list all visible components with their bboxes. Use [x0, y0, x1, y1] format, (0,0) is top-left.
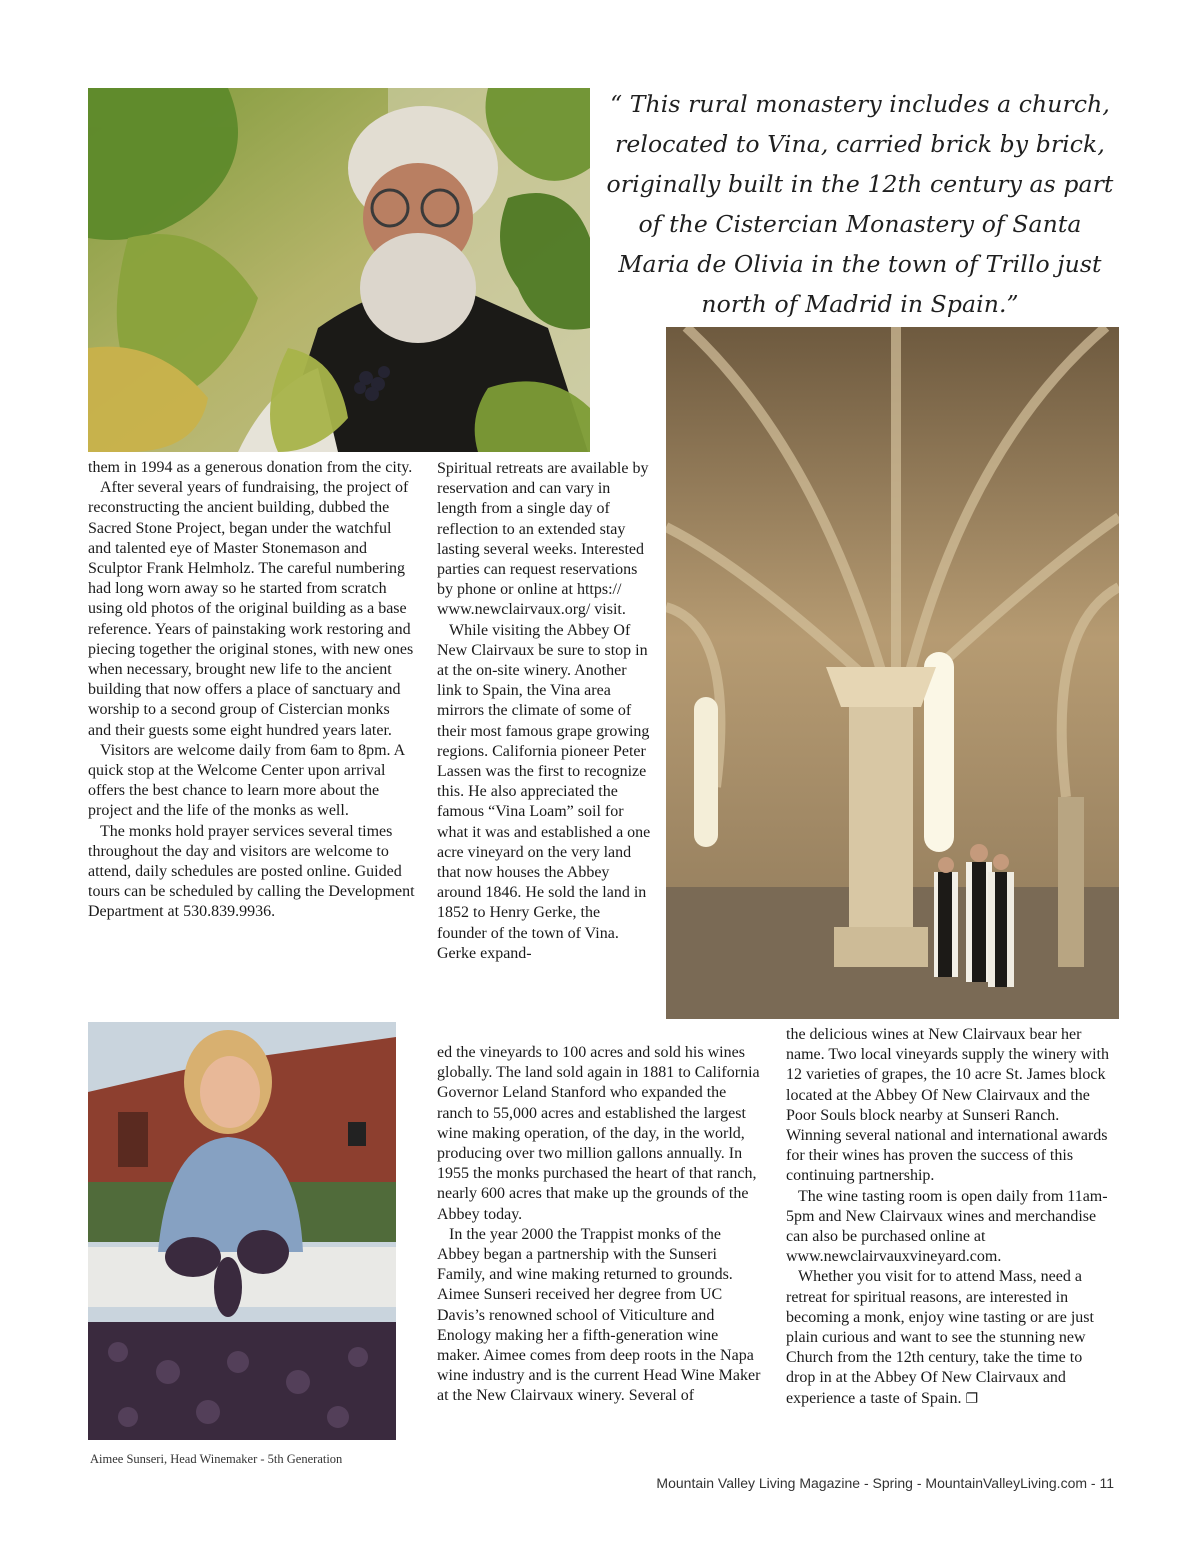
- paragraph: After several years of fundraising, the project of reconstructing the ancient building, dubbed the Sacred Stone Project, began under the watchful and talented eye of Master Stonemason and Sculptor Frank Helmholz. The careful numbering had long worn away so he started from scratch using old photos of the original building as a base reference. Years of painstaking work restoring and piecing together the original stones, with new ones when necessary, brought new life to the ancient building that now offers a place of sanctuary and worship to a second group of Cistercian monks and their guests some eight hundred years later.: [88, 479, 414, 739]
- paragraph: the delicious wines at New Clairvaux bear her name. Two local vineyards supply the winery with 12 varieties of grapes, the 10 acre St. James block located at the Abbey Of New Clairvaux and the Poor Souls block nearby at Sunseri Ranch. Winning several national and international awards for their wines has proven the success of this continuing partnership.: [786, 1026, 1109, 1185]
- end-of-article-icon: ❐: [965, 1390, 979, 1407]
- article-column-3: [786, 1025, 1112, 1409]
- photo-caption: Aimee Sunseri, Head Winemaker - 5th Generation: [90, 1452, 343, 1466]
- pull-quote: “ This rural monastery includes a church, relocated to Vina, carried brick by brick, originally built in the 12th century as part of the Cistercian Monastery of Santa Maria de Olivia in the town of Trillo just north of Madrid in Spain.”: [606, 90, 1114, 318]
- paragraph: them in 1994 as a generous donation from the city.: [88, 459, 413, 476]
- paragraph: While visiting the Abbey Of New Clairvaux be sure to stop in at the on-site winery. Another link to Spain, the Vina area mirrors the climate of some of their most famous grape growing regions. California pioneer Peter Lassen was the first to recognize this. He also appreciated the famous “Vina Loam” soil for what it was and established a one acre vineyard on the very land that now houses the Abbey around 1846. He sold the land in 1852 to Henry Gerke, the founder of the town of Vina. Gerke expand-: [437, 621, 651, 962]
- paragraph: The monks hold prayer services several times throughout the day and visitors are welcome to attend, daily schedules are posted online. Guided tours can be scheduled by calling the Development Department at 530.839.9936.: [88, 822, 415, 921]
- article-column-2-upper: [437, 459, 652, 964]
- paragraph: Spiritual retreats are available by reservation and can vary in length from a single day of reflection to an extended stay lasting several weeks. Interested parties can request reservations by phone or online at https:// www.newclairvaux.org/ visit.: [437, 460, 649, 619]
- paragraph-text: Whether you visit for to attend Mass, need a retreat for spiritual reasons, are interested in becoming a monk, enjoy wine tasting or are just plain curious and want to see the stunning new Church from the 12th century, take the time to drop in at the Abbey Of New Clairvaux and experience a taste of Spain.: [786, 1268, 1094, 1407]
- monk-with-grapes-photo: [88, 88, 590, 452]
- cloister-chapter-house-photo: [666, 327, 1119, 1019]
- paragraph: The wine tasting room is open daily from 11am-5pm and New Clairvaux wines and merchandise can also be purchased online at www.newclairvauxvineyard.com.: [786, 1187, 1108, 1266]
- page-footer: Mountain Valley Living Magazine - Spring - MountainValleyLiving.com - 11: [656, 1475, 1114, 1491]
- paragraph: Visitors are welcome daily from 6am to 8pm. A quick stop at the Welcome Center upon arrival offers the best chance to learn more about the project and the life of the monks as well.: [88, 741, 405, 820]
- paragraph: In the year 2000 the Trappist monks of the Abbey began a partnership with the Sunseri Family, and wine making returned to grounds. Aimee Sunseri received her degree from UC Davis’s renowned school of Viticulture and Enology making her a fifth-generation wine maker. Aimee comes from deep roots in the Napa wine industry and is the current Head Wine Maker at the New Clairvaux winery. Several of: [437, 1225, 761, 1405]
- paragraph: ed the vineyards to 100 acres and sold his wines globally. The land sold again in 1881 to California Governor Leland Stanford who expanded the ranch to 55,000 acres and established the largest wine making operation, of the day, in the world, producing over two million gallons annually. In 1955 the monks purchased the heart of that ranch, nearly 600 acres that make up the grounds of the Abbey today.: [437, 1044, 760, 1223]
- article-column-1: [88, 458, 416, 923]
- paragraph: [786, 1267, 1112, 1408]
- article-column-2-lower: [437, 1043, 763, 1407]
- winemaker-with-grapes-photo: [88, 1022, 396, 1440]
